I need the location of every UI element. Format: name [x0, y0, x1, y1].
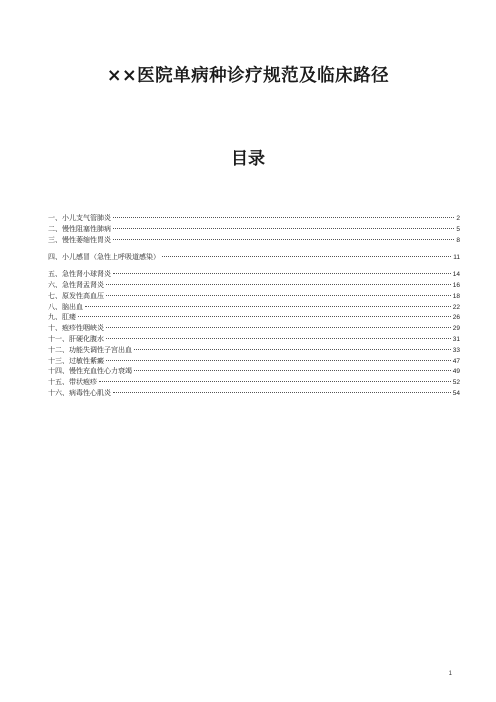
toc-heading: 目录	[231, 149, 265, 169]
toc-entry-label: 九、肛瘘	[48, 313, 76, 322]
toc-entry[interactable]	[48, 224, 460, 235]
toc-entry-page: 8	[456, 236, 460, 244]
toc-entry-label: 二、慢性阻塞性肺病	[48, 224, 111, 233]
toc-leader-dots	[113, 239, 454, 240]
toc-leader-dots	[113, 217, 454, 218]
toc-entry-label: 十六、病毒性心肌炎	[48, 388, 111, 397]
toc-entry[interactable]	[48, 302, 460, 313]
toc-entry[interactable]	[48, 291, 460, 302]
table-of-contents	[48, 213, 460, 399]
toc-entry[interactable]	[48, 334, 460, 345]
toc-entry-label: 一、小儿支气管肺炎	[48, 214, 111, 222]
toc-entry[interactable]	[48, 235, 460, 246]
toc-entry-page: 33	[452, 346, 460, 354]
toc-entry-page: 14	[452, 271, 460, 279]
toc-entry-page: 11	[453, 254, 460, 262]
toc-entry[interactable]	[48, 280, 460, 291]
toc-entry[interactable]	[48, 366, 460, 377]
page-number: 1	[448, 671, 452, 677]
toc-entry-label: 四、小儿感冒（急性上呼吸道感染）	[48, 253, 160, 262]
toc-entry-label: 十一、肝硬化腹水	[48, 334, 104, 343]
toc-entry[interactable]	[48, 213, 460, 224]
toc-leader-dots	[134, 370, 451, 371]
toc-entry[interactable]	[48, 377, 460, 388]
toc-leader-dots	[106, 284, 451, 285]
toc-leader-dots	[85, 306, 451, 307]
toc-entry-label: 十二、功能失调性子宫出血	[48, 345, 132, 354]
toc-entry-label: 七、原发性高血压	[48, 291, 104, 300]
toc-entry-page: 16	[452, 281, 460, 289]
toc-entry-page: 29	[452, 325, 460, 333]
toc-entry-page: 5	[456, 225, 460, 233]
toc-leader-dots	[113, 273, 451, 274]
toc-entry-label: 十、疱疹性咽峡炎	[48, 324, 104, 333]
toc-entry[interactable]	[48, 356, 460, 367]
toc-leader-dots	[106, 295, 451, 296]
toc-leader-dots	[106, 327, 451, 328]
toc-entry-page: 18	[452, 292, 460, 300]
toc-entry-label: 八、脑出血	[48, 302, 83, 311]
document-title: ××医院单病种诊疗规范及临床路径	[106, 66, 390, 86]
toc-entry-page: 22	[452, 303, 460, 311]
toc-entry-label: 六、急性肾盂肾炎	[48, 280, 104, 289]
toc-entry-page: 26	[452, 314, 460, 322]
toc-leader-dots	[162, 256, 451, 257]
toc-entry-label: 十三、过敏性紫癜	[48, 356, 104, 365]
toc-entry-label: 三、慢性萎缩性胃炎	[48, 235, 111, 244]
toc-entry[interactable]	[48, 345, 460, 356]
toc-entry-page: 49	[452, 368, 460, 376]
toc-leader-dots	[113, 228, 454, 229]
toc-entry-page: 47	[452, 357, 460, 365]
toc-entry[interactable]	[48, 323, 460, 334]
toc-leader-dots	[99, 381, 451, 382]
toc-entry-label: 十五、带状疱疹	[48, 378, 97, 387]
toc-entry-label: 五、急性肾小球肾炎	[48, 270, 111, 279]
toc-entry-page: 31	[452, 335, 460, 343]
toc-entry-label: 十四、慢性充血性心力衰竭	[48, 367, 132, 376]
toc-entry[interactable]	[48, 269, 460, 280]
toc-leader-dots	[134, 349, 451, 350]
toc-leader-dots	[106, 360, 451, 361]
toc-leader-dots	[113, 392, 451, 393]
toc-entry-page: 2	[456, 215, 460, 222]
toc-leader-dots	[78, 316, 451, 317]
toc-entry[interactable]	[48, 388, 460, 399]
toc-entry[interactable]	[48, 312, 460, 323]
toc-entry-page: 52	[452, 379, 460, 387]
toc-leader-dots	[106, 338, 451, 339]
toc-entry[interactable]	[48, 252, 460, 263]
toc-entry-page: 54	[452, 389, 460, 397]
